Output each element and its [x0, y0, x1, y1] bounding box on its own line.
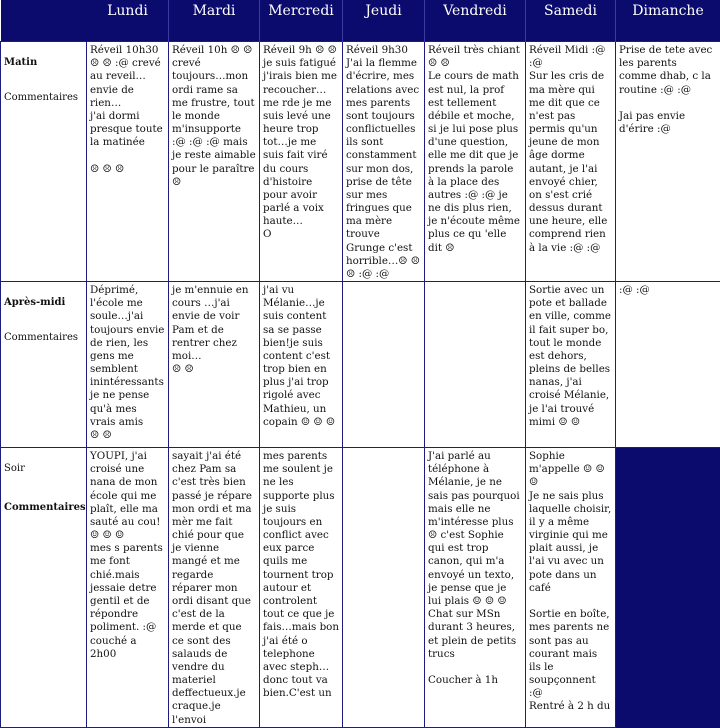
entry-cell: :@ :@	[616, 282, 720, 448]
entry-cell: Sophie m'appelle ☺ ☺ ☺ Je ne sais plus laquelle choisir, il y a même virginie qui me plait aussi, je l'ai vu avec un pote dans un café Sortie en boîte, mes parents ne sont pas au courant mais ils le soupçonnent :@ Rentré à 2 h du	[526, 448, 616, 728]
day-header-jeudi: Jeudi	[343, 0, 425, 42]
entry-cell: YOUPI, j'ai croisé une nana de mon école qui me plaît, elle ma sauté au cou! ☺ ☺ ☺ mes s parents me font chié.mais jessaie detre gentil et de répondre poliment. :@ couché a 2h00	[87, 448, 169, 728]
day-header-vendredi: Vendredi	[425, 0, 526, 42]
entry-cell: Réveil Midi :@ :@ Sur les cris de ma mère qui me dit que ce n'est pas permis qu'un jeune de mon âge dorme autant, je l'ai envoyé chier, on s'est crié dessus durant une heure, elle comprend rien à la vie :@ :@	[526, 42, 616, 282]
entry-cell	[616, 448, 720, 728]
entry-cell: Sortie avec un pote et ballade en ville, comme il fait super bo, tout le monde est dehors, pleins de belles nanas, j'ai croisé Mélanie, je l'ai trouvé mimi ☺ ☺	[526, 282, 616, 448]
row-apres-midi	[1, 282, 720, 448]
header-row	[1, 0, 720, 42]
entry-cell	[343, 282, 425, 448]
entry-cell	[343, 448, 425, 728]
row-header-matin	[1, 42, 87, 282]
entry-cell: Réveil 9h ☹ ☹ je suis fatigué j'irais bien me recoucher…me rde je me suis levé une heure trop tot…je me suis fait viré du cours d'histoire pour avoir parlé a voix haute… O	[260, 42, 343, 282]
entry-cell: sayait j'ai été chez Pam sa c'est très bien passé je répare mon ordi et ma mèr me fait chié pour que je vienne mangé et me regarde réparer mon ordi disant que c'est de la merde et que ce sont des salauds de vendre du materiel deffectueux.je craque.je l'envoi	[169, 448, 260, 728]
entry-cell: Prise de tete avec les parents comme dhab, c la routine :@ :@ Jai pas envie d'érire :@	[616, 42, 720, 282]
comment-label: Commentaires	[4, 332, 83, 345]
row-header-soir	[1, 448, 87, 728]
comment-label: Commentaires	[4, 92, 83, 105]
row-header-apres-midi	[1, 282, 87, 448]
entry-cell: mes parents me soulent je ne les supporte plus je suis toujours en conflict avec eux parce quils me tournent trop autour et controlent tout ce que je fais…mais bon j'ai été o telephone avec steph…donc tout va bien.C'est un	[260, 448, 343, 728]
entry-cell: je m'ennuie en cours …j'ai envie de voir Pam et de rentrer chez moi… ☹ ☹	[169, 282, 260, 448]
entry-cell: J'ai parlé au téléphone à Mélanie, je ne sais pas pourquoi mais elle ne m'intéresse plus ☹ c'est Sophie qui est trop canon, qui m'a envoyé un texto, je pense que je lui plais ☺ ☺ ☺ Chat sur MSn durant 3 heures, et plein de petits trucs Coucher à 1h	[425, 448, 526, 728]
header-corner	[1, 0, 87, 42]
day-header-mercredi: Mercredi	[260, 0, 343, 42]
entry-cell: Réveil 9h30 J'ai la flemme d'écrire, mes relations avec mes parents sont toujours conflictuelles ils sont constamment sur mon dos, prise de tête sur mes fringues que ma mère trouve Grunge c'est horrible…☹ ☹ ☹ :@ :@	[343, 42, 425, 282]
entry-cell: Réveil 10h30 ☹ ☹ :@ crevé au reveil…envie de rien… j'ai dormi presque toute la matinée ☹ ☹ ☹	[87, 42, 169, 282]
period-label: Après-midi	[4, 297, 83, 310]
entry-cell: j'ai vu Mélanie…je suis content sa se passe bien!je suis content c'est trop bien en plus j'ai trop rigolé avec Mathieu, un copain ☺ ☺ ☺	[260, 282, 343, 448]
period-label: Matin	[4, 57, 83, 70]
entry-cell: Réveil très chiant ☹ ☹ Le cours de math est nul, la prof est tellement débile et moche, si je lui pose plus d'une question, elle me dit que je prends la parole à la place des autres :@ :@ je ne dis plus rien, je n'écoute même plus ce qu 'elle dit ☹	[425, 42, 526, 282]
comment-label: Commentaires	[4, 502, 83, 515]
row-matin	[1, 42, 720, 282]
row-soir	[1, 448, 720, 728]
entry-cell	[425, 282, 526, 448]
day-header-mardi: Mardi	[169, 0, 260, 42]
entry-cell: Déprimé, l'école me soule…j'ai toujours envie de rien, les gens me semblent inintéressants je ne pense qu'à mes vrais amis ☹ ☹	[87, 282, 169, 448]
period-label: Soir	[4, 463, 83, 476]
day-header-samedi: Samedi	[526, 0, 616, 42]
entry-cell: Réveil 10h ☹ ☹ crevé toujours…mon ordi rame sa me frustre, tout le monde m'insupporte :@ :@ :@ mais je reste aimable pour le paraître ☹	[169, 42, 260, 282]
day-header-dimanche: Dimanche	[616, 0, 720, 42]
day-header-lundi: Lundi	[87, 0, 169, 42]
